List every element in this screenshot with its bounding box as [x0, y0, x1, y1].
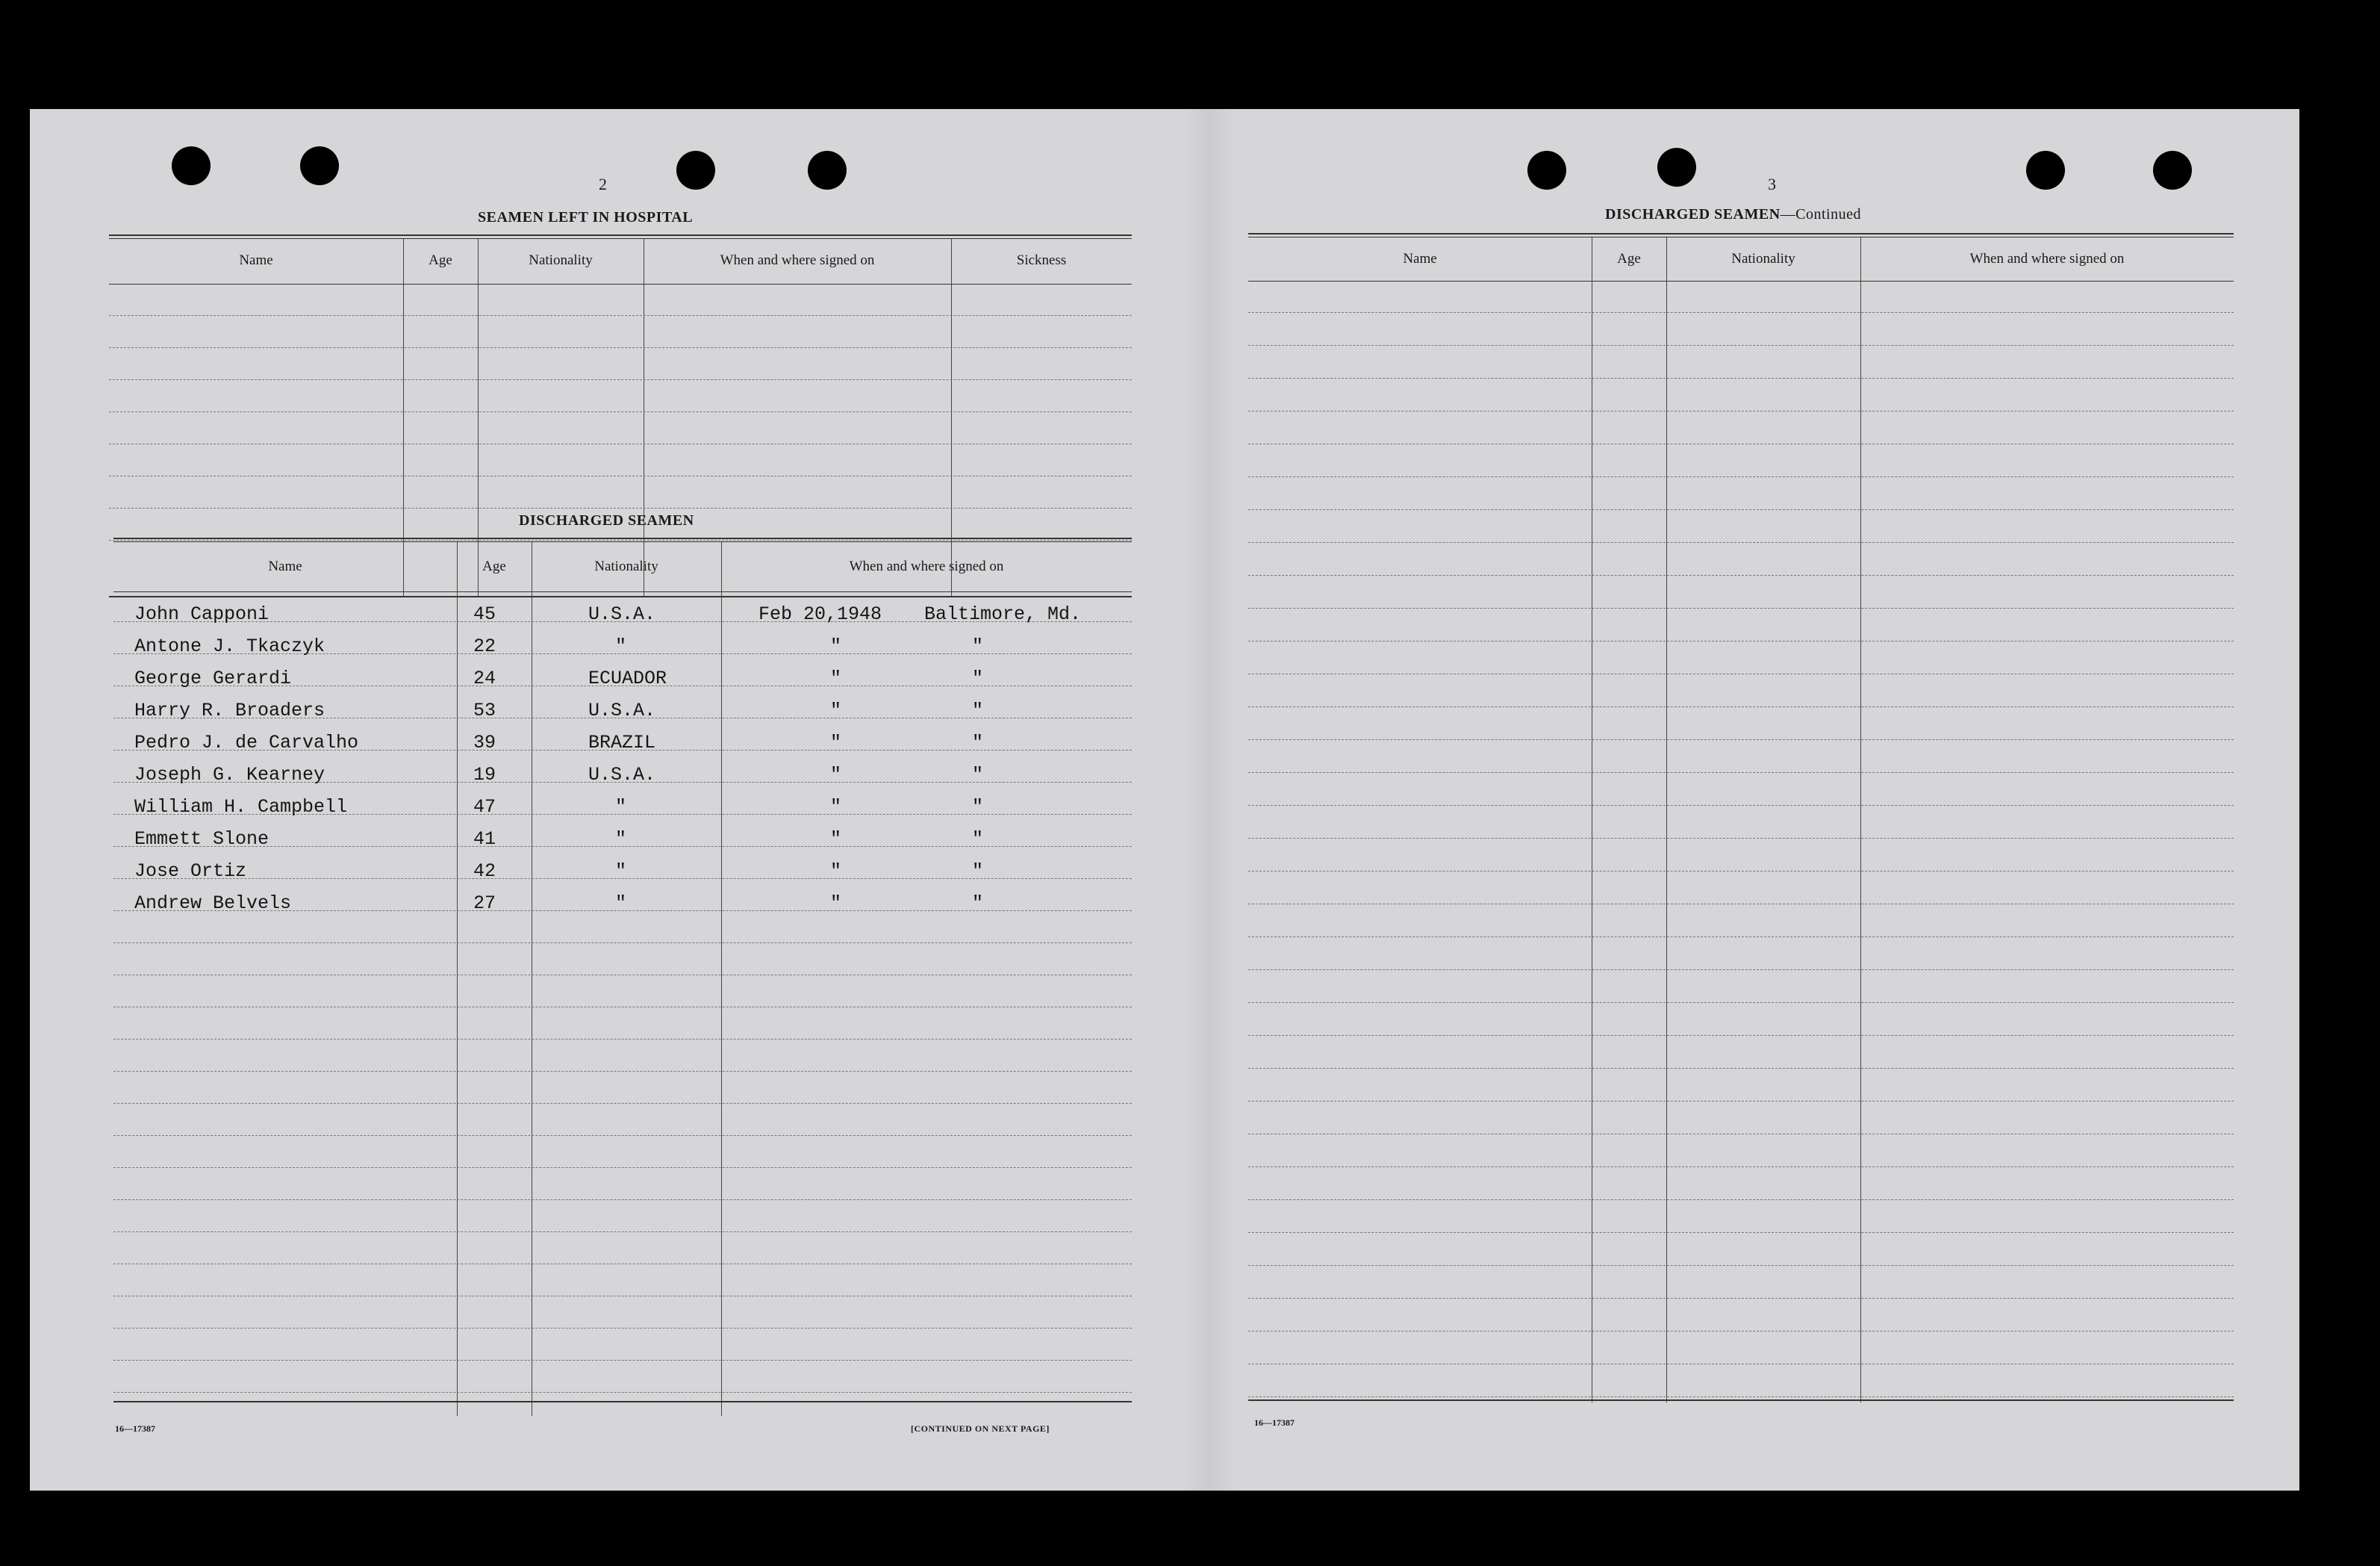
entry-date: " — [830, 668, 842, 689]
entry-date: " — [830, 892, 842, 914]
discharged-continued-table — [1248, 237, 2234, 1402]
entry-place: " — [972, 860, 984, 882]
discharged-continued-title — [1605, 206, 1861, 223]
ruled-line — [113, 1167, 1132, 1168]
entry-age: 24 — [473, 668, 496, 689]
entry-nationality: " — [615, 636, 627, 657]
entry-date: Feb 20,1948 — [758, 603, 882, 625]
ruled-line — [109, 315, 1132, 316]
ruled-line — [113, 1135, 1132, 1136]
entry-age: 27 — [473, 892, 496, 914]
ruled-line — [1248, 772, 2234, 773]
ruled-line — [113, 1231, 1132, 1232]
entry-name: Joseph G. Kearney — [134, 764, 325, 786]
entry-name: Pedro J. de Carvalho — [134, 732, 359, 754]
entry-age: 19 — [473, 764, 496, 786]
ruled-line — [1248, 1331, 2234, 1332]
entry-nationality: U.S.A. — [588, 603, 656, 625]
ruled-line — [113, 1071, 1132, 1072]
table-bottom-rule — [1248, 1399, 2234, 1401]
entry-name: Jose Ortiz — [134, 860, 247, 882]
entry-place: " — [972, 828, 984, 850]
entry-nationality: " — [615, 860, 627, 882]
entry-place: " — [972, 700, 984, 721]
entry-place: " — [972, 732, 984, 754]
continued-note: [CONTINUED ON NEXT PAGE] — [911, 1423, 1050, 1434]
hospital-section-title: SEAMEN LEFT IN HOSPITAL — [478, 209, 694, 226]
ruled-line — [1248, 969, 2234, 970]
right-page — [1187, 109, 2299, 1491]
entry-age: 22 — [473, 636, 496, 657]
entry-date: " — [830, 860, 842, 882]
page-number: 2 — [599, 175, 607, 193]
entry-name: John Capponi — [134, 603, 270, 625]
ruled-line — [113, 942, 1132, 943]
entry-place: " — [972, 636, 984, 657]
ruled-line — [1248, 542, 2234, 543]
ruled-line — [1248, 1265, 2234, 1266]
table-bottom-rule — [113, 1401, 1132, 1402]
entry-name: George Gerardi — [134, 668, 292, 689]
entry-age: 45 — [473, 603, 496, 625]
entry-place: " — [972, 764, 984, 786]
ruled-line — [1248, 476, 2234, 477]
entry-nationality: " — [615, 892, 627, 914]
col-signed-on: When and where signed on — [849, 559, 1004, 574]
ruled-line — [1248, 378, 2234, 379]
ruled-line — [1248, 1396, 2234, 1397]
entry-age: 39 — [473, 732, 496, 754]
entry-nationality: ECUADOR — [588, 668, 667, 689]
entry-place: " — [972, 796, 984, 818]
page-number: 3 — [1768, 175, 1776, 193]
ruled-line — [113, 1360, 1132, 1361]
entry-nationality: BRAZIL — [588, 732, 656, 754]
form-code: 16—17387 — [115, 1423, 155, 1434]
ruled-line — [1248, 739, 2234, 740]
col-divider — [1860, 237, 1861, 1402]
col-signed-on: When and where signed on — [1969, 251, 2125, 267]
col-age: Age — [1617, 251, 1641, 267]
ruled-line — [1248, 1002, 2234, 1003]
entry-name: Andrew Belvels — [134, 892, 292, 914]
entry-date: " — [830, 732, 842, 754]
ruled-line — [1248, 608, 2234, 609]
ruled-line — [1248, 1232, 2234, 1233]
form-code: 16—17387 — [1254, 1417, 1295, 1428]
col-age: Age — [429, 252, 452, 268]
entry-place: Baltimore, Md. — [924, 603, 1082, 625]
entry-name: William H. Campbell — [134, 796, 348, 818]
ruled-line — [1248, 312, 2234, 313]
col-divider — [457, 542, 458, 1416]
title-suffix: —Continued — [1780, 206, 1861, 223]
col-age: Age — [482, 559, 506, 574]
col-nationality: Nationality — [1731, 251, 1795, 267]
col-name: Name — [268, 559, 302, 574]
entry-name: Emmett Slone — [134, 828, 270, 850]
header-underline — [109, 284, 1132, 285]
header-underline — [113, 591, 1132, 592]
ruled-line — [109, 347, 1132, 348]
entry-nationality: " — [615, 796, 627, 818]
entry-nationality: U.S.A. — [588, 700, 656, 721]
col-nationality: Nationality — [529, 252, 593, 268]
entry-age: 47 — [473, 796, 496, 818]
ruled-line — [1248, 838, 2234, 839]
ruled-line — [113, 1039, 1132, 1040]
ruled-line — [109, 379, 1132, 380]
col-sickness: Sickness — [1016, 252, 1067, 268]
entry-date: " — [830, 636, 842, 657]
col-name: Name — [1403, 251, 1437, 267]
ruled-line — [1248, 1199, 2234, 1200]
ruled-line — [109, 508, 1132, 509]
col-nationality: Nationality — [594, 559, 658, 574]
ruled-line — [1248, 805, 2234, 806]
ruled-line — [113, 1328, 1132, 1329]
title-text: DISCHARGED SEAMEN — [1605, 206, 1781, 223]
ruled-line — [1248, 1166, 2234, 1167]
entry-place: " — [972, 668, 984, 689]
entry-age: 41 — [473, 828, 496, 850]
ruled-line — [1248, 1101, 2234, 1102]
entry-name: Harry R. Broaders — [134, 700, 325, 721]
ruled-line — [109, 411, 1132, 412]
ruled-line — [1248, 575, 2234, 576]
ruled-line — [1248, 509, 2234, 510]
col-name: Name — [239, 252, 273, 268]
ruled-line — [113, 1392, 1132, 1393]
col-divider — [721, 542, 722, 1416]
col-divider — [1666, 237, 1667, 1402]
ruled-line — [113, 1103, 1132, 1104]
entry-date: " — [830, 828, 842, 850]
col-signed-on: When and where signed on — [720, 252, 875, 268]
entry-age: 53 — [473, 700, 496, 721]
entry-date: " — [830, 796, 842, 818]
ruled-line — [1248, 345, 2234, 346]
ruled-line — [113, 1199, 1132, 1200]
entry-place: " — [972, 892, 984, 914]
scanned-document — [30, 109, 2299, 1491]
ruled-line — [1248, 1068, 2234, 1069]
entry-nationality: U.S.A. — [588, 764, 656, 786]
ruled-line — [1248, 1298, 2234, 1299]
ruled-line — [1248, 706, 2234, 707]
discharged-table — [113, 542, 1132, 1416]
header-underline — [1248, 281, 2234, 282]
ruled-line — [1248, 936, 2234, 937]
ruled-line — [1248, 1035, 2234, 1036]
entry-date: " — [830, 764, 842, 786]
discharged-section-title: DISCHARGED SEAMEN — [519, 512, 694, 529]
left-page — [30, 109, 1187, 1491]
entry-name: Antone J. Tkaczyk — [134, 636, 325, 657]
entry-age: 42 — [473, 860, 496, 882]
entry-nationality: " — [615, 828, 627, 850]
entry-date: " — [830, 700, 842, 721]
